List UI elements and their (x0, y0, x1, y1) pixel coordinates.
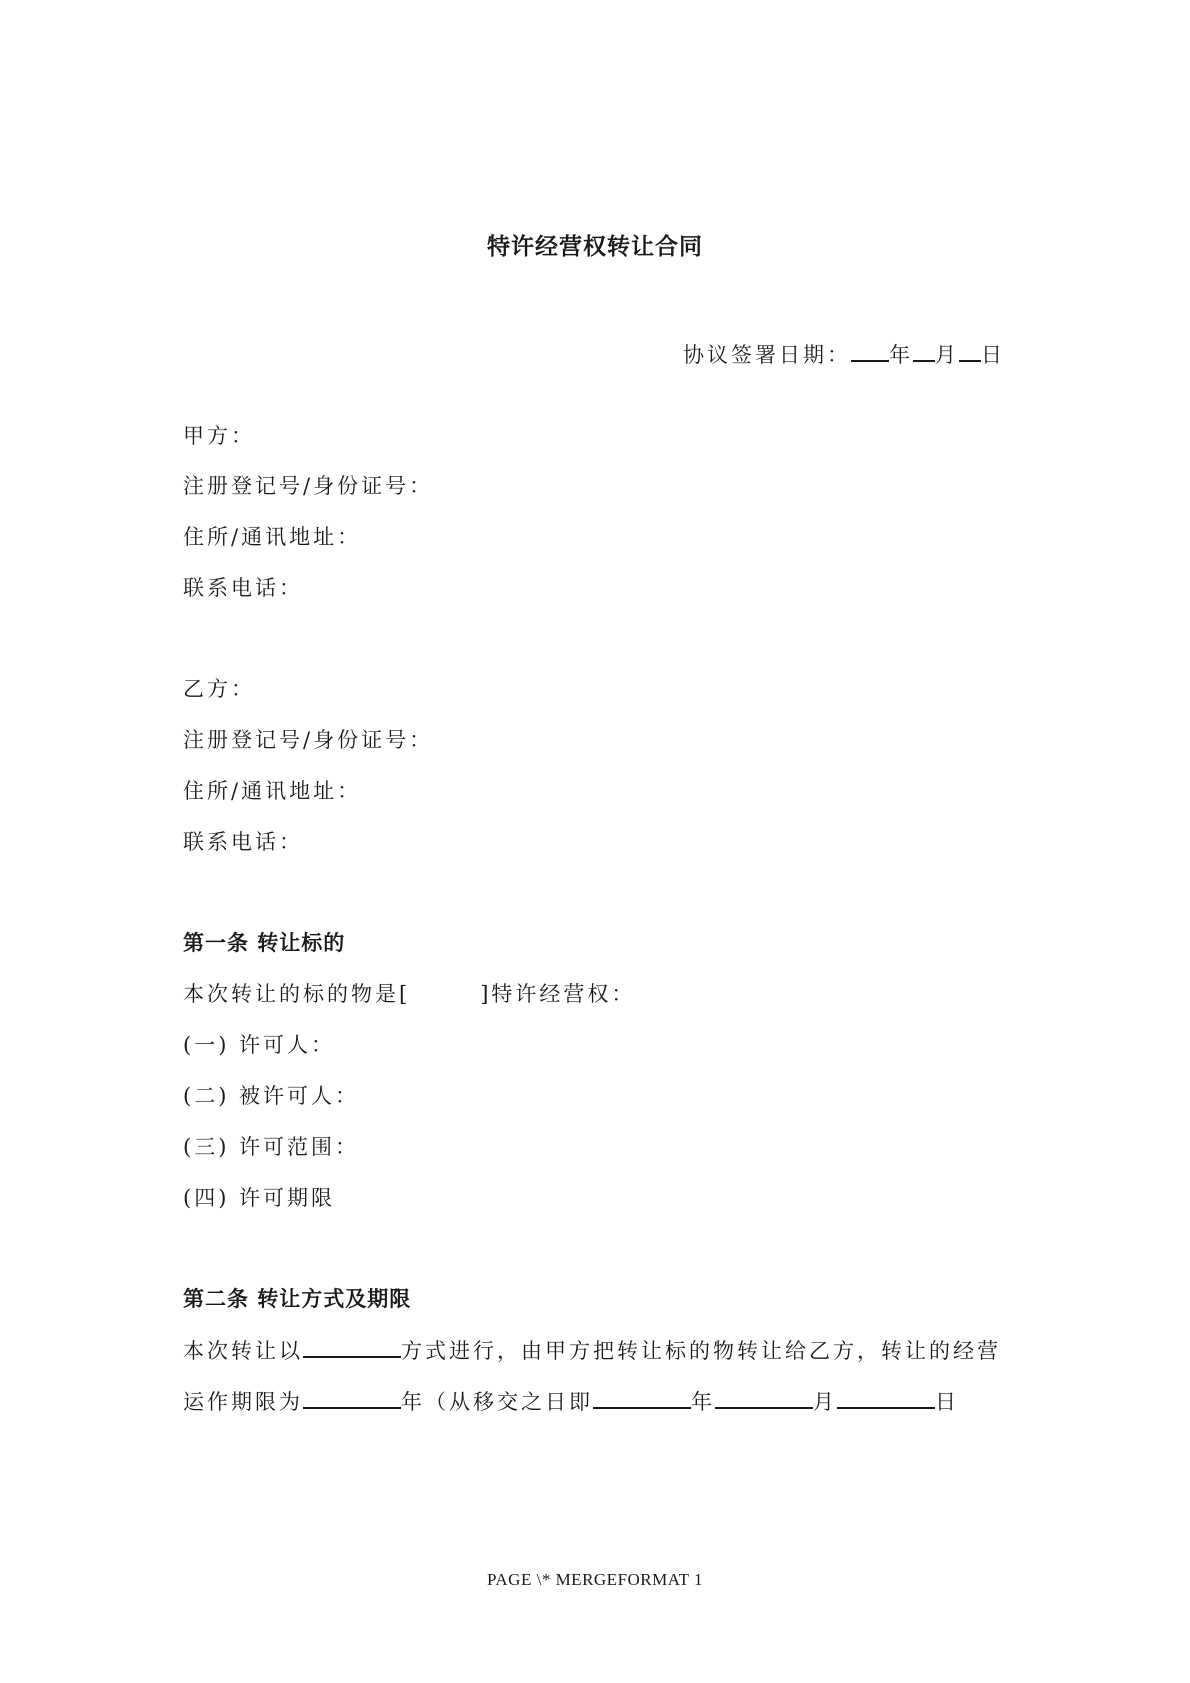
article2-day-blank (837, 1385, 935, 1409)
party-b-address: 住所/通讯地址： (183, 779, 362, 803)
sign-date-label: 协议签署日期： (683, 343, 851, 367)
article2-method-blank (303, 1334, 401, 1358)
article1-item: (四) 许可期限 (183, 1186, 336, 1210)
article2-line2-pre: 运作期限为 (183, 1390, 303, 1414)
party-b-phone: 联系电话： (183, 830, 303, 854)
article2-line1 (183, 1334, 1013, 1365)
party-a-phone: 联系电话： (183, 576, 303, 600)
article2-month-blank (715, 1385, 813, 1409)
article2-line2-day: 日 (935, 1390, 959, 1414)
sign-date-month: 月 (935, 343, 959, 367)
article1-heading: 第一条 转让标的 (183, 930, 346, 955)
page-footer: PAGE \* MERGEFORMAT 1 (487, 1570, 703, 1589)
article1-item: (一) 许可人： (183, 1033, 336, 1057)
article1-item: (二) 被许可人： (183, 1084, 360, 1108)
article1-intro-post: ]特许经营权： (480, 982, 636, 1006)
sign-date-day: 日 (981, 343, 1005, 367)
article2-year-blank (593, 1385, 691, 1409)
article2-line2-mid: 年（从移交之日即 (401, 1390, 593, 1414)
party-a-reg-no: 注册登记号/身份证号： (183, 474, 434, 498)
document-title: 特许经营权转让合同 (487, 233, 703, 260)
article2-line2-month: 月 (813, 1390, 837, 1414)
article2-line1-post: 方式进行，由甲方把转让标的物转让给乙方，转让的经营 (401, 1339, 1001, 1363)
sign-date-year-blank (851, 338, 889, 362)
article1-intro-pre: 本次转让的标的物是[ (183, 982, 411, 1006)
article1-intro (183, 978, 635, 1008)
article2-line2 (183, 1385, 1013, 1416)
party-a-address: 住所/通讯地址： (183, 525, 362, 549)
article2-line2-year: 年 (691, 1390, 715, 1414)
party-a-name: 甲方： (183, 424, 255, 448)
party-b-name: 乙方： (183, 677, 255, 701)
sign-date-month-blank (913, 338, 935, 362)
article2-term-blank (303, 1385, 401, 1409)
article1-item: (三) 许可范围： (183, 1135, 360, 1159)
article2-line1-pre: 本次转让以 (183, 1339, 303, 1363)
sign-date-year: 年 (889, 343, 913, 367)
sign-date (683, 338, 1005, 369)
article2-heading: 第二条 转让方式及期限 (183, 1286, 412, 1311)
party-b-reg-no: 注册登记号/身份证号： (183, 728, 434, 752)
sign-date-day-blank (959, 338, 981, 362)
